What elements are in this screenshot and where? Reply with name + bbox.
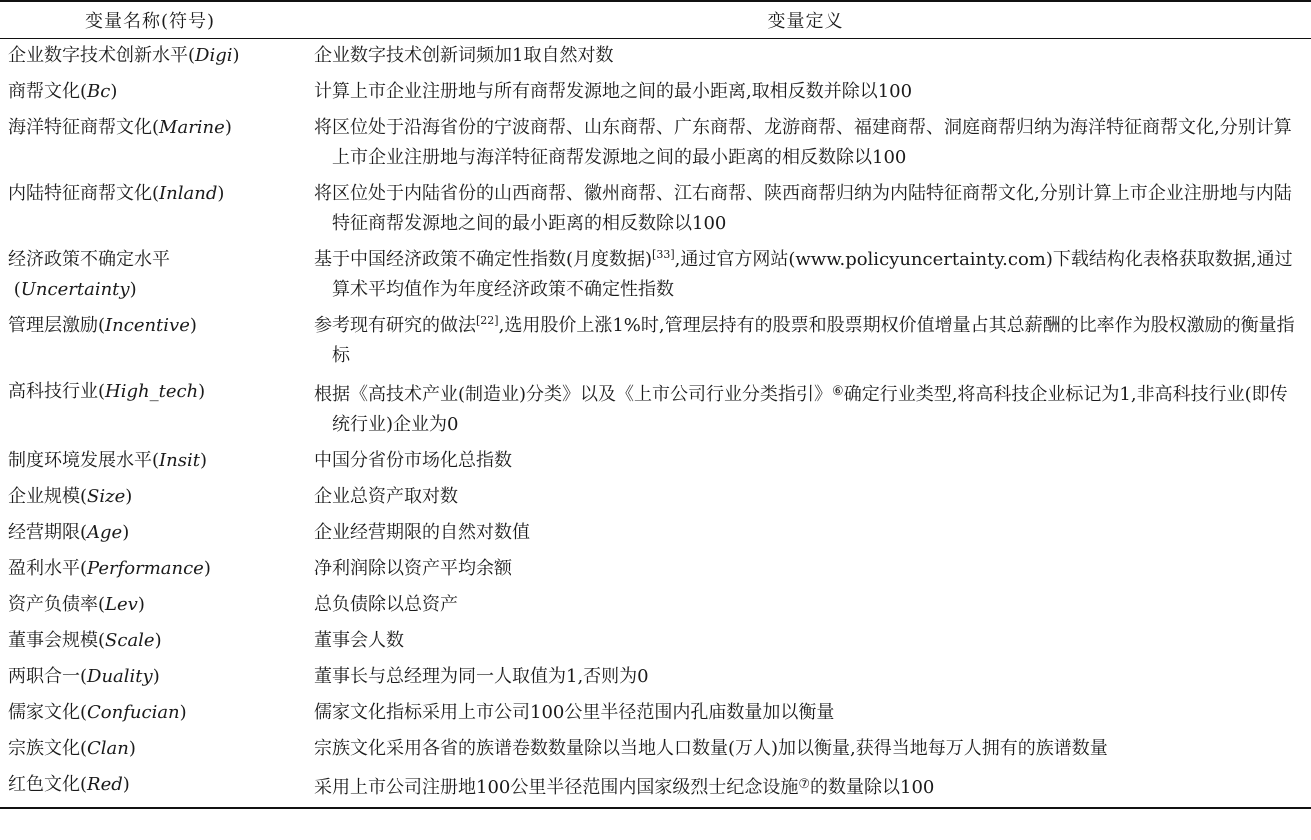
variable-name-cell: 商帮文化(Bc) <box>8 81 118 102</box>
variable-name-cell: 经济政策不确定水平 (Uncertainty) <box>8 249 170 300</box>
variable-name-cell: 资产负债率(Lev) <box>8 594 145 615</box>
table-row <box>0 75 1311 111</box>
variable-name: 制度环境发展水平 <box>8 450 152 471</box>
variable-name: 内陆特征商帮文化 <box>8 183 152 204</box>
variable-name-cell: 宗族文化(Clan) <box>8 738 136 759</box>
definition-text: 采用上市公司注册地100公里半径范围内国家级烈士纪念设施 <box>314 777 799 798</box>
definition-text: ,选用股价上涨1%时,管理层持有的股票和股票期权价值增量占其总薪酬的比率作为股权激励的衡量指标 <box>332 315 1295 366</box>
variable-name: 企业数字技术创新水平 <box>8 45 188 66</box>
variable-symbol: Insit <box>159 450 200 471</box>
variable-symbol: Performance <box>87 558 204 579</box>
variable-symbol: High_tech <box>105 381 199 402</box>
table-row <box>0 516 1311 552</box>
variable-symbol: Duality <box>87 666 153 687</box>
table-row <box>0 480 1311 516</box>
table-row <box>0 624 1311 660</box>
variable-name-cell: 董事会规模(Scale) <box>8 630 162 651</box>
definition-text: 基于中国经济政策不确定性指数(月度数据) <box>314 249 653 270</box>
variable-symbol: Red <box>87 774 123 795</box>
variable-symbol: Incentive <box>105 315 190 336</box>
header-row <box>0 1 1311 39</box>
footnote-marker: ⑥ <box>832 384 844 399</box>
header-variable-name: 变量名称(符号) <box>0 1 300 39</box>
variable-symbol: Clan <box>87 738 129 759</box>
definition-text: 的数量除以100 <box>810 777 935 798</box>
variable-name: 管理层激励 <box>8 315 98 336</box>
variable-name-cell: 盈利水平(Performance) <box>8 558 211 579</box>
table-body <box>0 39 1311 809</box>
variable-name-cell: 企业规模(Size) <box>8 486 133 507</box>
variable-definition <box>300 309 1311 375</box>
table-row <box>0 768 1311 808</box>
variable-definition: 董事会人数 <box>314 630 404 651</box>
variable-definition <box>300 375 1311 444</box>
table-row <box>0 444 1311 480</box>
variable-definition: 儒家文化指标采用上市公司100公里半径范围内孔庙数量加以衡量 <box>314 702 835 723</box>
variable-definition <box>300 243 1311 309</box>
table-row <box>0 111 1311 177</box>
variable-name: 红色文化 <box>8 774 80 795</box>
table-row <box>0 552 1311 588</box>
variable-definition: 计算上市企业注册地与所有商帮发源地之间的最小距离,取相反数并除以100 <box>314 81 913 102</box>
table-header <box>0 1 1311 39</box>
citation-ref: [33] <box>652 248 675 261</box>
table-row <box>0 177 1311 243</box>
variable-symbol: Lev <box>105 594 138 615</box>
variable-definition: 宗族文化采用各省的族谱卷数数量除以当地人口数量(万人)加以衡量,获得当地每万人拥有的族谱数量 <box>314 738 1108 759</box>
variable-symbol: Age <box>87 522 123 543</box>
variable-name-cell: 企业数字技术创新水平(Digi) <box>8 45 240 66</box>
variable-name-cell: 两职合一(Duality) <box>8 666 160 687</box>
variable-name: 宗族文化 <box>8 738 80 759</box>
variable-symbol: Scale <box>105 630 155 651</box>
variable-definition <box>300 768 1311 808</box>
variable-symbol: Digi <box>195 45 233 66</box>
variable-name: 经营期限 <box>8 522 80 543</box>
definition-text: 确定行业类型,将高科技企业标记为1,非高科技行业(即传统行业)企业为0 <box>332 384 1288 435</box>
variable-name-cell: 海洋特征商帮文化(Marine) <box>8 117 232 138</box>
variable-name: 董事会规模 <box>8 630 98 651</box>
variable-symbol: Bc <box>87 81 111 102</box>
table-row <box>0 39 1311 76</box>
variable-name: 高科技行业 <box>8 381 98 402</box>
variable-definition: 企业数字技术创新词频加1取自然对数 <box>314 45 614 66</box>
variable-name-cell: 管理层激励(Incentive) <box>8 315 197 336</box>
table-row <box>0 732 1311 768</box>
variable-name: 盈利水平 <box>8 558 80 579</box>
variable-symbol: Inland <box>159 183 218 204</box>
variable-definition: 中国分省份市场化总指数 <box>314 450 512 471</box>
variable-name-cell: 内陆特征商帮文化(Inland) <box>8 183 225 204</box>
variable-name: 儒家文化 <box>8 702 80 723</box>
table-row <box>0 660 1311 696</box>
header-variable-definition: 变量定义 <box>300 1 1311 39</box>
variable-name-cell: 经营期限(Age) <box>8 522 130 543</box>
table-row <box>0 243 1311 309</box>
variable-name-cell: 制度环境发展水平(Insit) <box>8 450 207 471</box>
table-row <box>0 696 1311 732</box>
footnote-marker: ⑦ <box>798 777 811 792</box>
definition-text: ,通过官方网站(www.policyuncertainty.com)下载结构化表格获取数据,通过算术平均值作为年度经济政策不确定性指数 <box>332 249 1293 300</box>
variable-name: 商帮文化 <box>8 81 80 102</box>
variable-name-cell: 红色文化(Red) <box>0 768 300 808</box>
variable-name-cell: 高科技行业(High_tech) <box>8 381 206 402</box>
variable-name: 海洋特征商帮文化 <box>8 117 152 138</box>
table-row <box>0 309 1311 375</box>
variable-symbol: Uncertainty <box>20 279 130 300</box>
variable-definition: 净利润除以资产平均余额 <box>314 558 512 579</box>
variable-definition: 董事长与总经理为同一人取值为1,否则为0 <box>314 666 649 687</box>
variable-symbol: Marine <box>159 117 225 138</box>
variable-symbol: Confucian <box>87 702 180 723</box>
variable-name: 资产负债率 <box>8 594 98 615</box>
variable-definition: 企业经营期限的自然对数值 <box>314 522 530 543</box>
variable-definition: 将区位处于沿海省份的宁波商帮、山东商帮、广东商帮、龙游商帮、福建商帮、洞庭商帮归纳为海洋特征商帮文化,分别计算上市企业注册地与海洋特征商帮发源地之间的最小距离的相反数除以100 <box>314 117 1292 168</box>
variable-name-cell: 儒家文化(Confucian) <box>8 702 187 723</box>
definition-text: 参考现有研究的做法 <box>314 315 476 336</box>
definition-text: 根据《高技术产业(制造业)分类》以及《上市公司行业分类指引》 <box>314 384 833 405</box>
variable-name: 经济政策不确定水平 <box>8 249 170 270</box>
citation-ref: [22] <box>476 314 499 327</box>
variable-symbol: Size <box>87 486 126 507</box>
variable-name: 企业规模 <box>8 486 80 507</box>
variable-definition: 企业总资产取对数 <box>314 486 458 507</box>
variable-definition: 将区位处于内陆省份的山西商帮、徽州商帮、江右商帮、陕西商帮归纳为内陆特征商帮文化,分别计算上市企业注册地与内陆特征商帮发源地之间的最小距离的相反数除以100 <box>314 183 1292 234</box>
table-row <box>0 588 1311 624</box>
variable-definition: 总负债除以总资产 <box>314 594 458 615</box>
variable-name: 两职合一 <box>8 666 80 687</box>
table-row <box>0 375 1311 444</box>
